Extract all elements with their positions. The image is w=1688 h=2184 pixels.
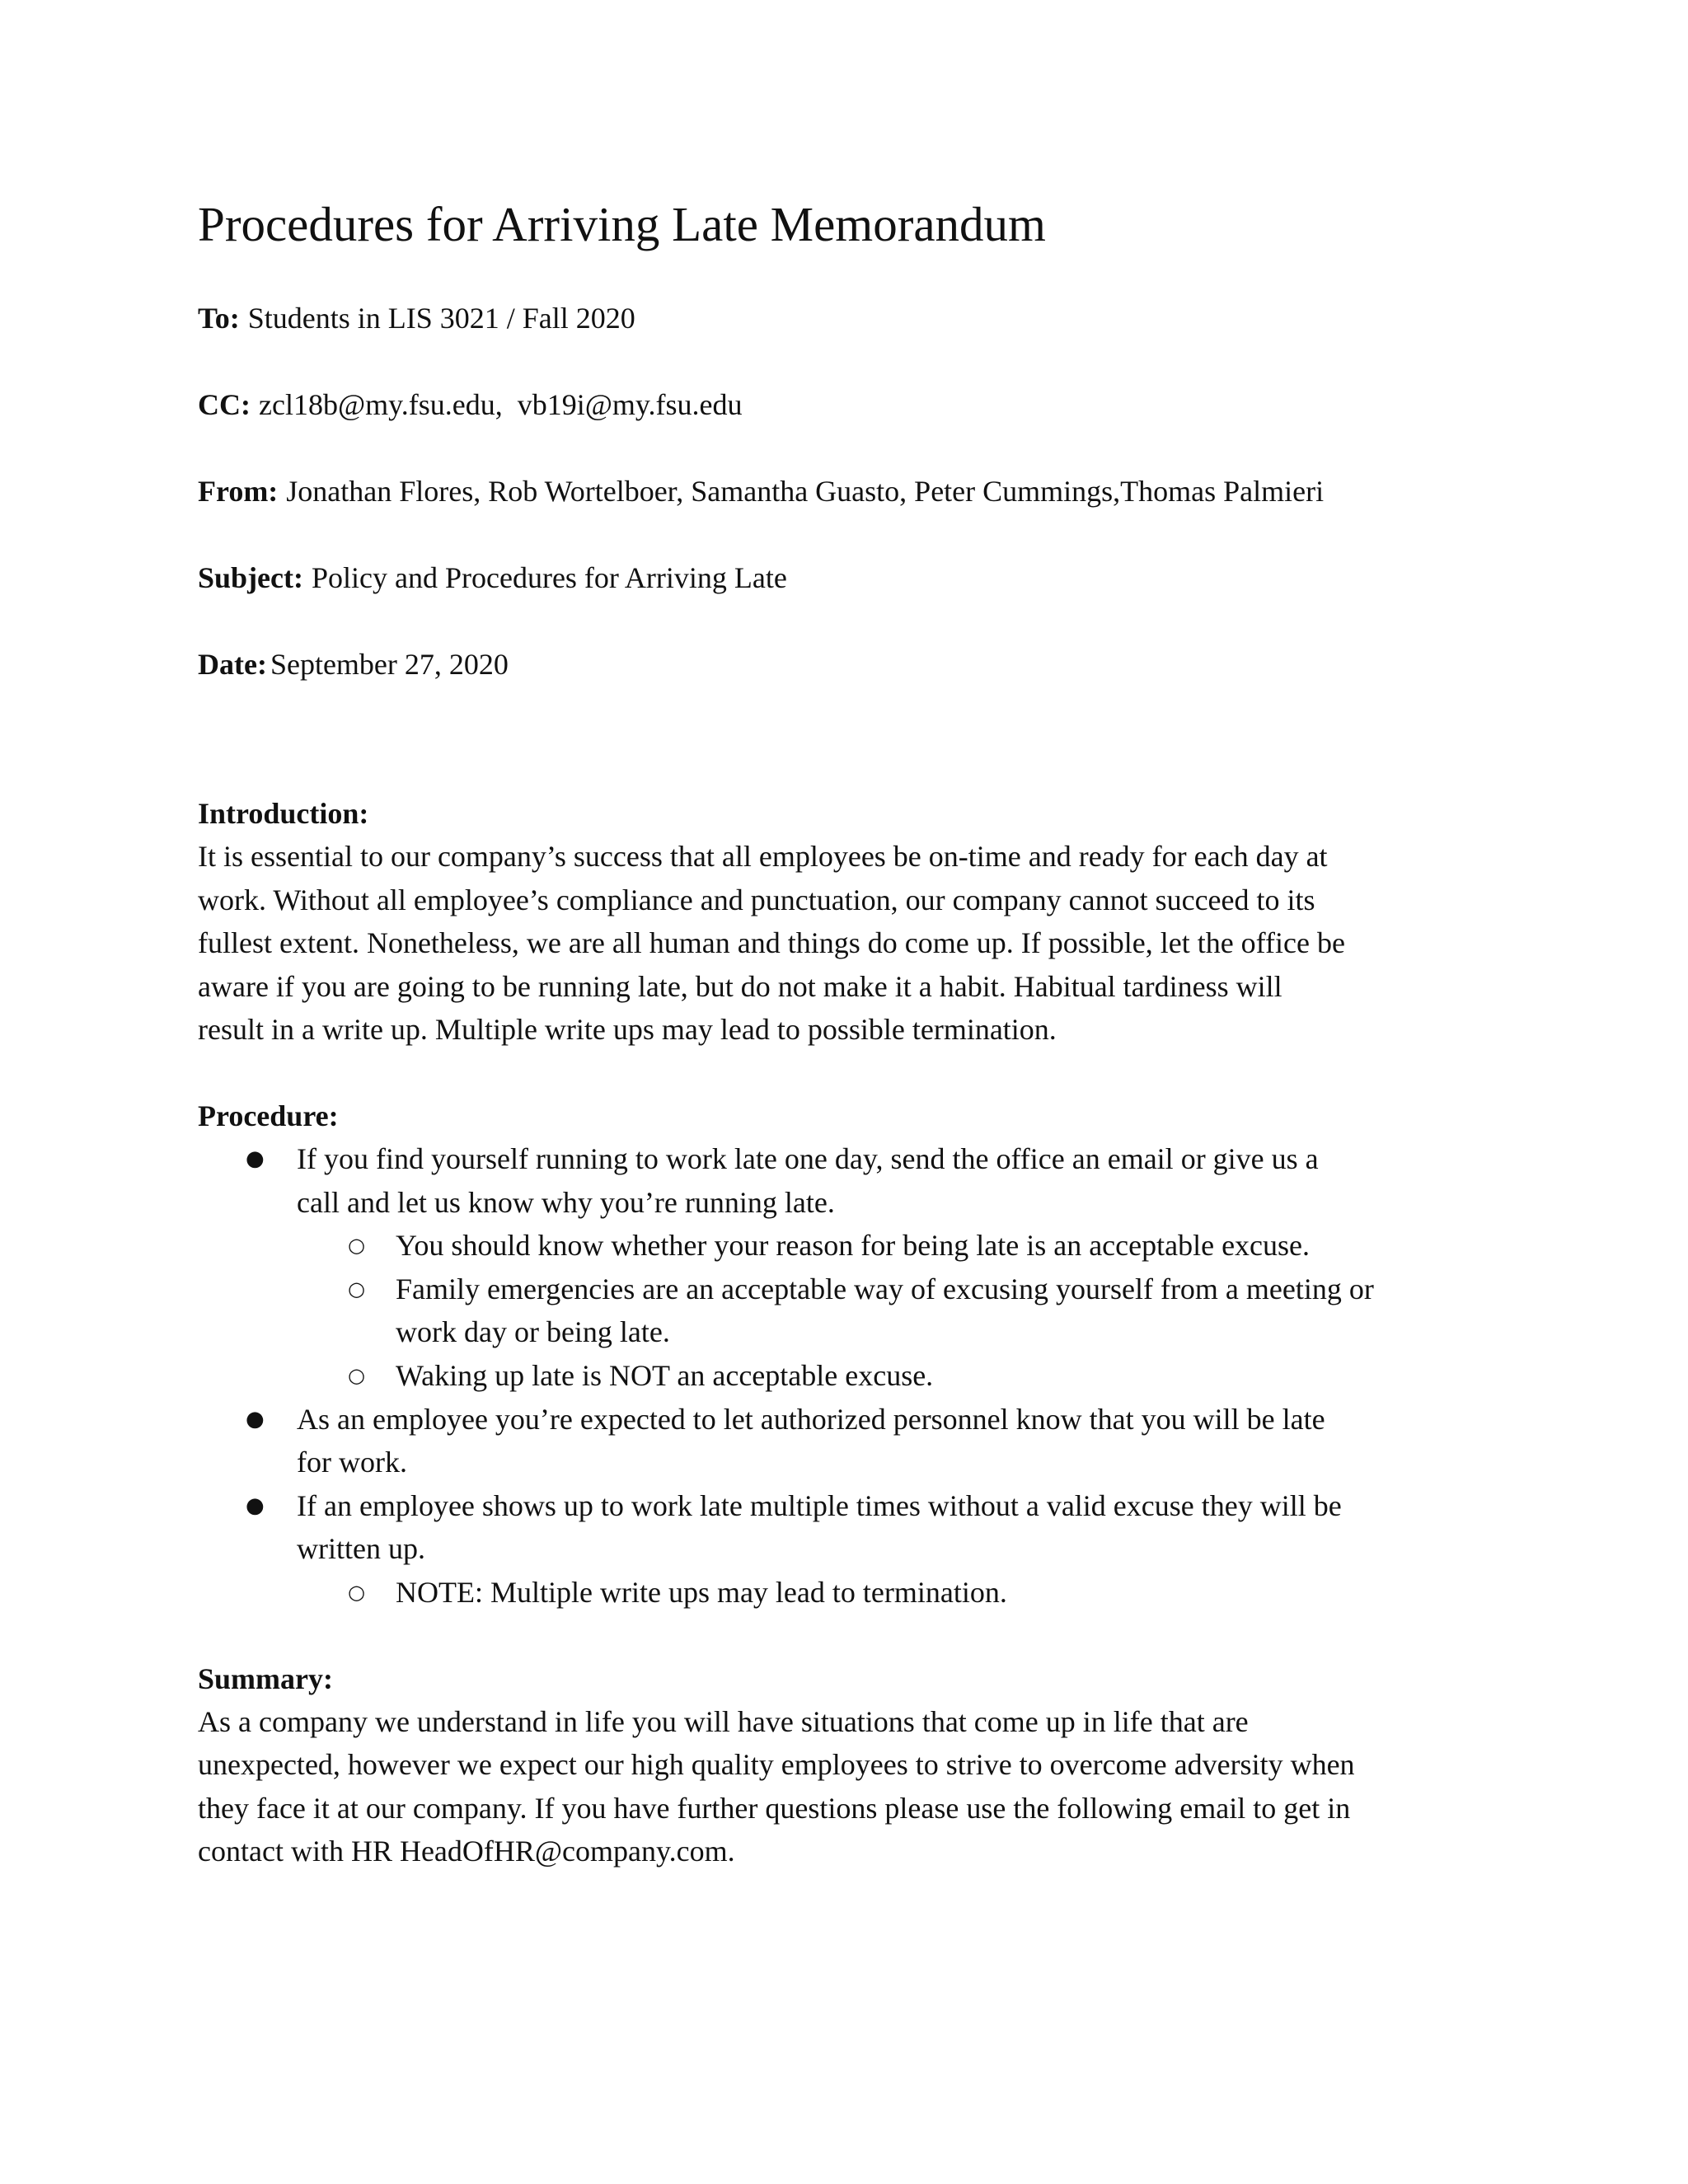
bullet-icon: ●	[246, 1146, 265, 1171]
item-line: If you find yourself running to work late one day, send the office an email or give us a	[297, 1141, 1319, 1175]
sub-list-item	[297, 1571, 1500, 1615]
list-item	[198, 1398, 1500, 1484]
item-line: As an employee you’re expected to let authorized personnel know that you will be late	[297, 1402, 1325, 1436]
sub-list	[297, 1571, 1500, 1615]
sub-list-item	[297, 1354, 1500, 1398]
intro-line: aware if you are going to be running late, but do not make it a habit. Habitual tardiness will	[198, 969, 1282, 1003]
list-item	[198, 1484, 1500, 1615]
introduction-heading: Introduction:	[198, 797, 369, 830]
procedure-section	[198, 1094, 1500, 1615]
from-value: Jonathan Flores, Rob Wortelboer, Samantha Guasto, Peter Cummings,Thomas Palmieri	[286, 475, 1325, 508]
item-line: call and let us know why you’re running late.	[297, 1185, 835, 1219]
circle-bullet-icon: ○	[348, 1363, 365, 1387]
circle-bullet-icon: ○	[348, 1234, 365, 1258]
from-line	[198, 466, 1500, 516]
sub-item-line: Family emergencies are an acceptable way of excusing yourself from a meeting or	[396, 1272, 1374, 1305]
procedure-heading: Procedure:	[198, 1099, 339, 1132]
item-line: written up.	[297, 1532, 425, 1566]
item-line: If an employee shows up to work late multiple times without a valid excuse they will be	[297, 1488, 1342, 1522]
sub-list	[297, 1224, 1500, 1397]
bullet-icon: ●	[246, 1493, 265, 1518]
subject-line	[198, 553, 1500, 602]
summary-line: they face it at our company. If you have further questions please use the following email to get in	[198, 1791, 1351, 1825]
summary-paragraph	[198, 1700, 1500, 1873]
to-line	[198, 293, 1500, 343]
item-line: for work.	[297, 1446, 407, 1479]
intro-line: fullest extent. Nonetheless, we are all human and things do come up. If possible, let the office be	[198, 926, 1345, 960]
sub-list-item	[297, 1224, 1500, 1268]
from-label: From:	[198, 475, 279, 508]
summary-line: As a company we understand in life you will have situations that come up in life that are	[198, 1704, 1249, 1738]
intro-line: It is essential to our company’s success that all employees be on-time and ready for each day at	[198, 840, 1328, 873]
cc-value: zcl18b@my.fsu.edu, vb19i@my.fsu.edu	[258, 388, 743, 421]
cc-label: CC:	[198, 388, 251, 421]
summary-section	[198, 1657, 1500, 1873]
to-value: Students in LIS 3021 / Fall 2020	[247, 302, 635, 335]
circle-bullet-icon: ○	[348, 1580, 365, 1604]
sub-item-line: You should know whether your reason for being late is an acceptable excuse.	[396, 1229, 1311, 1263]
sub-item-line: NOTE: Multiple write ups may lead to termination.	[396, 1575, 1007, 1609]
procedure-list	[198, 1137, 1500, 1615]
introduction-paragraph	[198, 835, 1500, 1052]
summary-heading: Summary:	[198, 1661, 333, 1695]
date-line	[198, 640, 1500, 689]
subject-value: Policy and Procedures for Arriving Late	[312, 561, 787, 594]
to-label: To:	[198, 302, 240, 335]
intro-line: work. Without all employee’s compliance and punctuation, our company cannot succeed to its	[198, 883, 1315, 916]
sub-item-line: Waking up late is NOT an acceptable excuse.	[396, 1358, 934, 1392]
circle-bullet-icon: ○	[348, 1277, 365, 1301]
sub-item-line: work day or being late.	[396, 1315, 670, 1349]
sub-list-item	[297, 1268, 1500, 1354]
introduction-section	[198, 792, 1500, 1052]
memo-title: Procedures for Arriving Late Memorandum	[198, 197, 1046, 251]
subject-label: Subject:	[198, 561, 303, 594]
summary-line: unexpected, however we expect our high quality employees to strive to overcome adversity when	[198, 1748, 1355, 1782]
summary-line: contact with HR HeadOfHR@company.com.	[198, 1835, 735, 1868]
cc-line	[198, 380, 1500, 429]
bullet-icon: ●	[246, 1406, 265, 1432]
date-value: September 27, 2020	[270, 648, 509, 681]
intro-line: result in a write up. Multiple write ups may lead to possible termination.	[198, 1013, 1057, 1047]
list-item	[198, 1137, 1500, 1398]
memo-page	[198, 191, 1500, 1873]
date-label: Date:	[198, 648, 267, 681]
